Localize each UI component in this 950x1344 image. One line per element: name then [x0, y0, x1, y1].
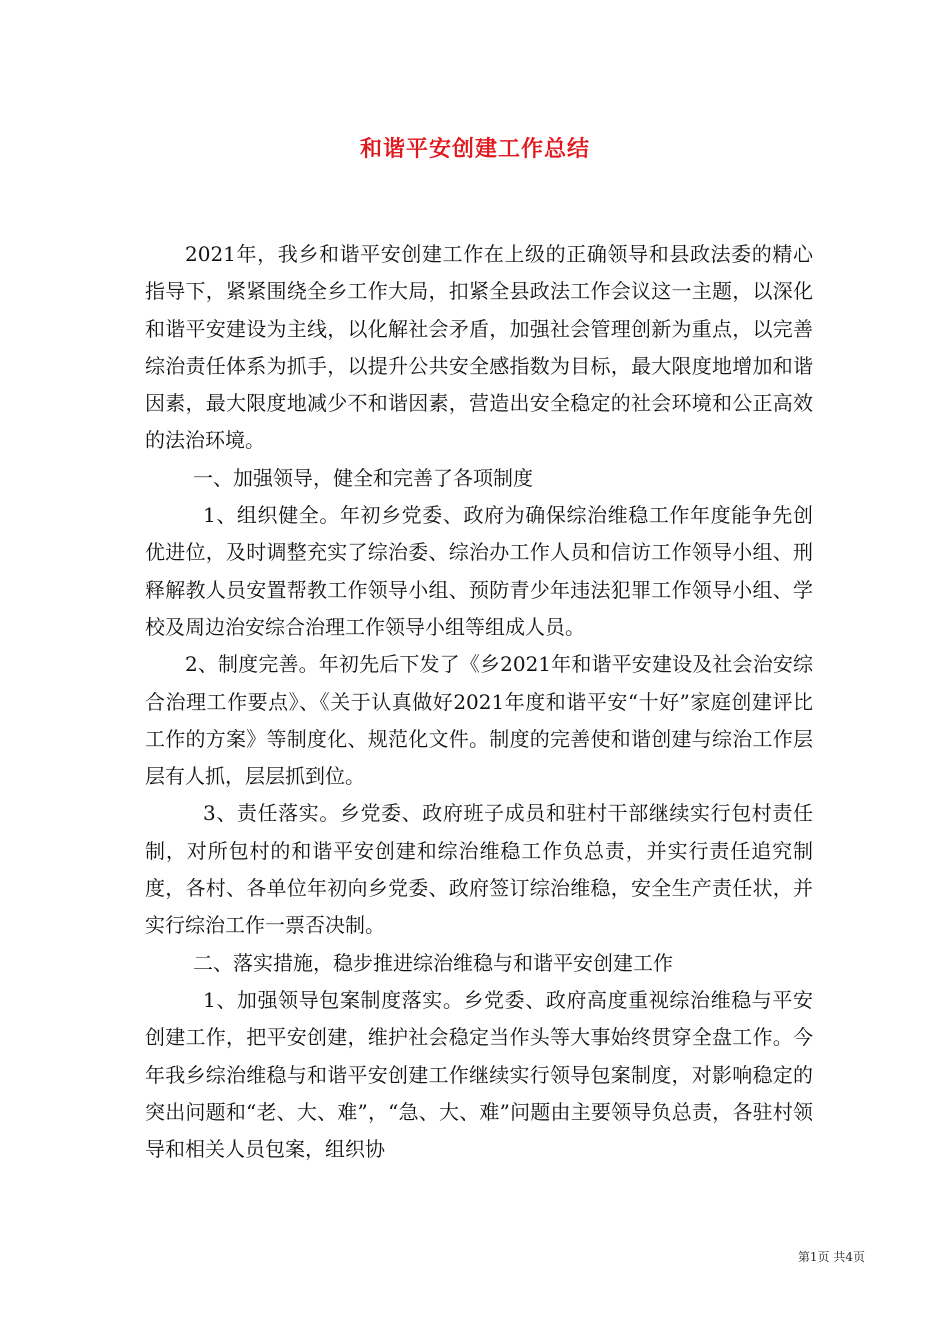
intro-paragraph: 2021年，我乡和谐平安创建工作在上级的正确领导和县政法委的精心指导下，紧紧围绕全乡工作大局，扣紧全县政法工作会议这一主题，以深化和谐平安建设为主线，以化解社会矛盾，加强社会管理创新为重点，以完善综治责任体系为抓手，以提升公共安全感指数为目标，最大限度地增加和谐因素，最大限度地减少不和谐因素，营造出安全稳定的社会环境和公正高效的法治环境。 — [145, 242, 813, 453]
section-heading-2: 二、落实措施，稳步推进综治维稳与和谐平安创建工作 — [193, 950, 673, 975]
document-title: 和谐平安创建工作总结 — [359, 136, 590, 162]
document-body — [145, 236, 813, 1168]
page-number: 第1页 共4页 — [797, 1250, 865, 1264]
section-2-item-1: 1、加强领导包案制度落实。乡党委、政府高度重视综治维稳与平安创建工作，把平安创建，维护社会稳定当作头等大事始终贯穿全盘工作。今年我乡综治维稳与和谐平安创建工作继续实行领导包案制度，对影响稳定的突出问题和“老、大、难”，“急、大、难”问题由主要领导负总责，各驻村领导和相关人员包案，组织协 — [145, 987, 813, 1162]
section-1-item-1: 1、组织健全。年初乡党委、政府为确保综治维稳工作年度能争先创优进位，及时调整充实了综治委、综治办工作人员和信访工作领导小组、刑释解教人员安置帮教工作领导小组、预防青少年违法犯罪工作领导小组、学校及周边治安综合治理工作领导小组等组成人员。 — [145, 503, 813, 639]
section-heading-1: 一、加强领导，健全和完善了各项制度 — [193, 465, 533, 490]
section-1-item-3: 3、责任落实。乡党委、政府班子成员和驻村干部继续实行包村责任制，对所包村的和谐平安创建和综治维稳工作负总责，并实行责任追究制度，各村、各单位年初向乡党委、政府签订综治维稳，安全生产责任状，并实行综治工作一票否决制。 — [145, 801, 813, 938]
section-1-item-2: 2、制度完善。年初先后下发了《乡2021年和谐平安建设及社会治安综合治理工作要点》、《关于认真做好2021年度和谐平安“十好”家庭创建评比工作的方案》等制度化、规范化文件。制度的完善使和谐创建与综治工作层层有人抓，层层抓到位。 — [145, 652, 813, 789]
